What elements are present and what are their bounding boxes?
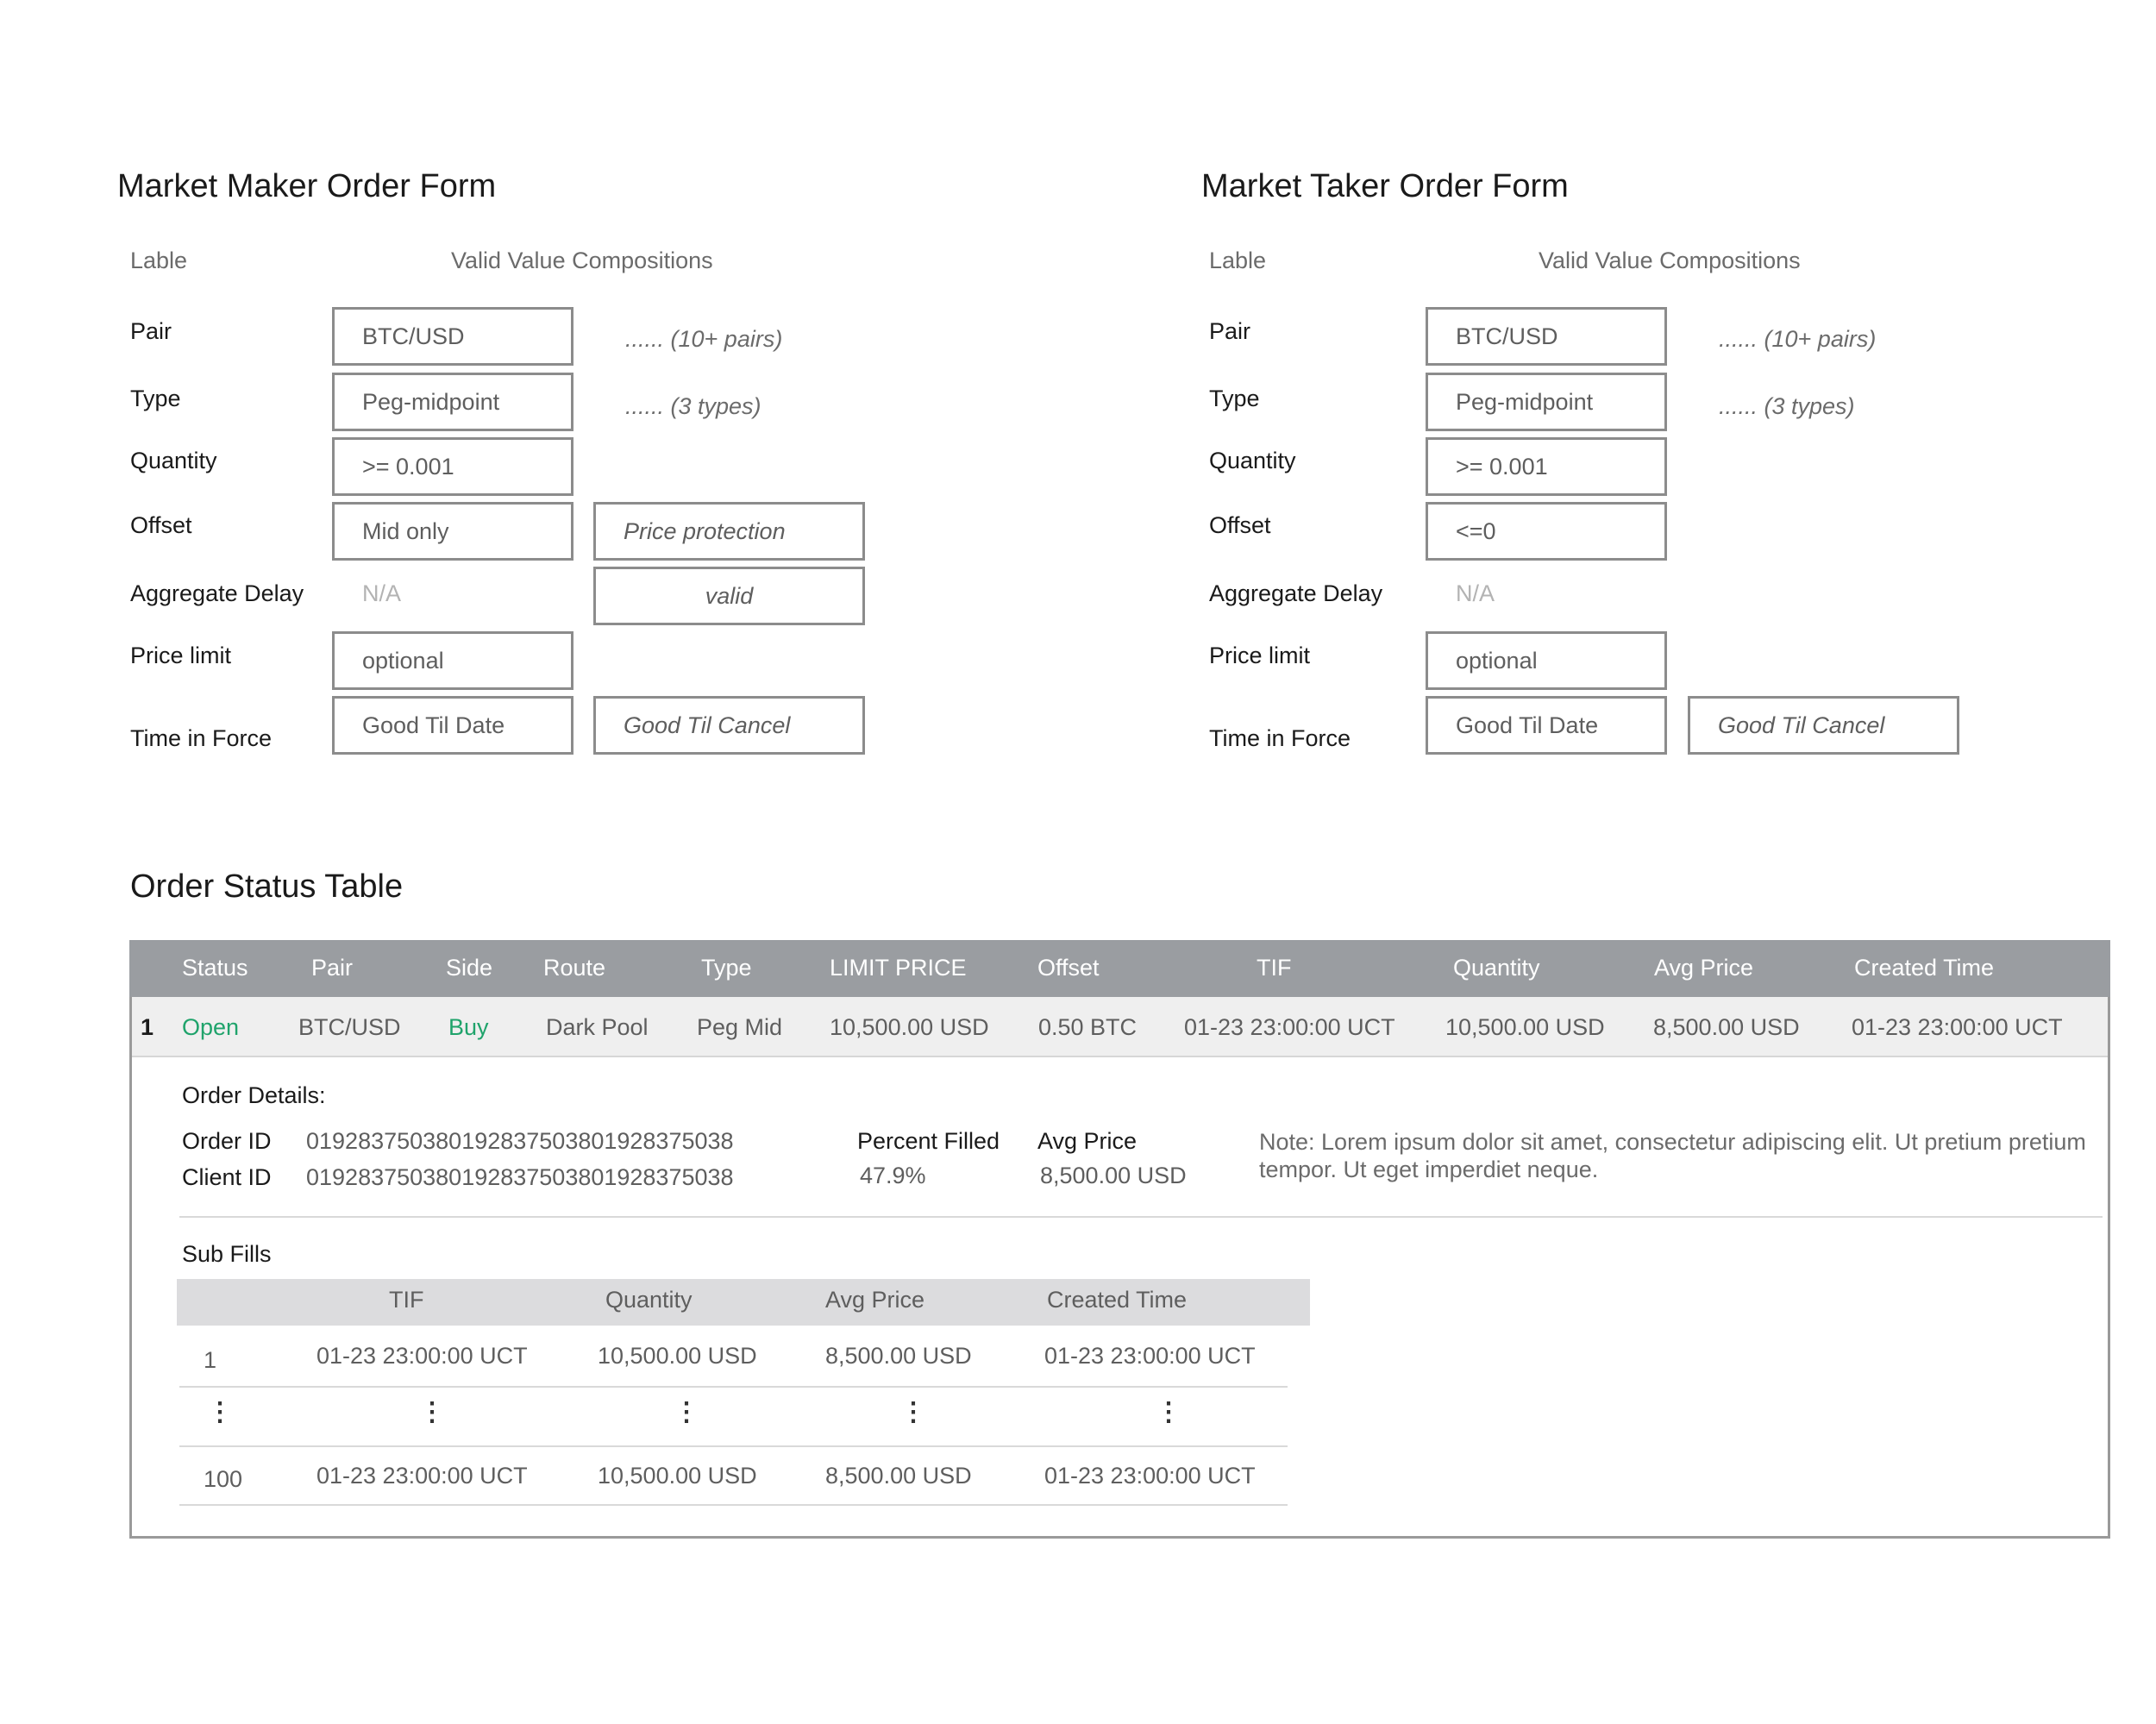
row-limit-price: 10,500.00 USD <box>830 1014 989 1040</box>
sub-row-created-time: 01-23 23:00:00 UCT <box>1044 1463 1256 1489</box>
maker-col-values: Valid Value Compositions <box>451 248 713 273</box>
sub-row-tif: 01-23 23:00:00 UCT <box>317 1343 528 1369</box>
taker-aggregate-delay-value: N/A <box>1456 580 1495 606</box>
ellipsis-icon: ⋮ <box>674 1398 699 1426</box>
ellipsis-icon: ⋮ <box>207 1398 233 1426</box>
sub-row-index: 1 <box>204 1347 217 1373</box>
sub-row-divider <box>179 1445 1288 1447</box>
maker-col-label: Lable <box>130 248 188 273</box>
maker-type-label: Type <box>130 386 181 411</box>
taker-tif-cancel-field[interactable]: Good Til Cancel <box>1688 696 1959 755</box>
row-route: Dark Pool <box>546 1014 649 1040</box>
sub-row-tif: 01-23 23:00:00 UCT <box>317 1463 528 1489</box>
header-route[interactable]: Route <box>543 955 606 981</box>
taker-form-title: Market Taker Order Form <box>1201 168 1569 204</box>
header-created-time[interactable]: Created Time <box>1854 955 1995 981</box>
details-avg-price-value: 8,500.00 USD <box>1040 1163 1187 1188</box>
sub-row-quantity: 10,500.00 USD <box>598 1343 757 1369</box>
sub-row-avg-price: 8,500.00 USD <box>825 1343 972 1369</box>
taker-quantity-field[interactable]: >= 0.001 <box>1426 437 1667 496</box>
ellipsis-icon: ⋮ <box>900 1398 926 1426</box>
maker-type-field[interactable]: Peg-midpoint <box>332 373 573 431</box>
taker-type-label: Type <box>1209 386 1260 411</box>
maker-valid-field[interactable]: valid <box>593 567 865 625</box>
taker-pair-label: Pair <box>1209 318 1251 344</box>
taker-quantity-label: Quantity <box>1209 448 1296 473</box>
maker-tif-cancel-field[interactable]: Good Til Cancel <box>593 696 865 755</box>
taker-col-values: Valid Value Compositions <box>1539 248 1801 273</box>
header-tif[interactable]: TIF <box>1257 955 1292 981</box>
order-id-value: 01928375038019283750380192837503​8 <box>306 1128 734 1154</box>
taker-offset-label: Offset <box>1209 512 1271 538</box>
taker-aggregate-delay-label: Aggregate Delay <box>1209 580 1383 606</box>
row-tif: 01-23 23:00:00 UCT <box>1184 1014 1395 1040</box>
sub-row-avg-price: 8,500.00 USD <box>825 1463 972 1489</box>
order-details-title: Order Details: <box>182 1082 326 1108</box>
taker-price-limit-label: Price limit <box>1209 643 1311 668</box>
maker-offset-label: Offset <box>130 512 192 538</box>
header-quantity[interactable]: Quantity <box>1453 955 1540 981</box>
sub-row-quantity: 10,500.00 USD <box>598 1463 757 1489</box>
ellipsis-icon: ⋮ <box>1156 1398 1181 1426</box>
maker-quantity-field[interactable]: >= 0.001 <box>332 437 573 496</box>
taker-offset-field[interactable]: <=0 <box>1426 502 1667 561</box>
taker-type-hint: ...... (3 types) <box>1719 393 1855 419</box>
header-avg-price[interactable]: Avg Price <box>1654 955 1754 981</box>
maker-form-title: Market Maker Order Form <box>117 168 497 204</box>
taker-price-limit-field[interactable]: optional <box>1426 631 1667 690</box>
details-divider <box>179 1216 2103 1218</box>
maker-pair-field[interactable]: BTC/USD <box>332 307 573 366</box>
sub-header-created-time[interactable]: Created Time <box>1047 1287 1188 1313</box>
maker-aggregate-delay-label: Aggregate Delay <box>130 580 304 606</box>
row-pair: BTC/USD <box>298 1014 401 1040</box>
sub-row-divider <box>179 1386 1288 1388</box>
sub-header-avg-price[interactable]: Avg Price <box>825 1287 925 1313</box>
row-offset: 0.50 BTC <box>1038 1014 1138 1040</box>
maker-tif-date-field[interactable]: Good Til Date <box>332 696 573 755</box>
maker-quantity-label: Quantity <box>130 448 217 473</box>
ellipsis-icon: ⋮ <box>419 1398 445 1426</box>
header-status[interactable]: Status <box>182 955 248 981</box>
header-offset[interactable]: Offset <box>1037 955 1100 981</box>
taker-type-field[interactable]: Peg-midpoint <box>1426 373 1667 431</box>
order-note: Note: Lorem ipsum dolor sit amet, consectetur adipiscing elit. Ut pretium pretium tempor. Ut eget imperdiet neque. <box>1259 1129 2086 1182</box>
percent-filled-label: Percent Filled <box>857 1128 1000 1154</box>
header-pair[interactable]: Pair <box>311 955 354 981</box>
maker-pair-hint: ...... (10+ pairs) <box>625 326 783 352</box>
row-index: 1 <box>141 1014 154 1040</box>
client-id-label: Client ID <box>182 1164 272 1190</box>
taker-col-label: Lable <box>1209 248 1267 273</box>
row-quantity: 10,500.00 USD <box>1445 1014 1605 1040</box>
maker-offset-field[interactable]: Mid only <box>332 502 573 561</box>
sub-fills-title: Sub Fills <box>182 1241 272 1267</box>
header-limit-price[interactable]: LIMIT PRICE <box>830 955 967 981</box>
sub-header-quantity[interactable]: Quantity <box>605 1287 693 1313</box>
maker-type-hint: ...... (3 types) <box>625 393 761 419</box>
order-status-table-title: Order Status Table <box>130 868 404 905</box>
maker-price-limit-field[interactable]: optional <box>332 631 573 690</box>
row-type: Peg Mid <box>697 1014 783 1040</box>
header-side[interactable]: Side <box>446 955 493 981</box>
sub-row-created-time: 01-23 23:00:00 UCT <box>1044 1343 1256 1369</box>
percent-filled-value: 47.9% <box>860 1163 926 1188</box>
sub-header-tif[interactable]: TIF <box>389 1287 424 1313</box>
taker-tif-label: Time in Force <box>1209 725 1351 751</box>
maker-price-protection-field[interactable]: Price protection <box>593 502 865 561</box>
row-avg-price: 8,500.00 USD <box>1653 1014 1800 1040</box>
taker-pair-hint: ...... (10+ pairs) <box>1719 326 1877 352</box>
details-avg-price-label: Avg Price <box>1037 1128 1138 1154</box>
sub-row-index: 100 <box>204 1466 243 1492</box>
order-status-table-header <box>129 940 2110 997</box>
row-created-time: 01-23 23:00:00 UCT <box>1852 1014 2063 1040</box>
order-id-label: Order ID <box>182 1128 272 1154</box>
row-side: Buy <box>448 1014 489 1040</box>
taker-tif-date-field[interactable]: Good Til Date <box>1426 696 1667 755</box>
maker-pair-label: Pair <box>130 318 172 344</box>
maker-aggregate-delay-value: N/A <box>362 580 402 606</box>
sub-row-divider <box>179 1504 1288 1506</box>
taker-pair-field[interactable]: BTC/USD <box>1426 307 1667 366</box>
client-id-value: 019283750380192837503801928375038 <box>306 1164 734 1190</box>
header-type[interactable]: Type <box>701 955 752 981</box>
status-badge: Open <box>182 1014 240 1040</box>
maker-tif-label: Time in Force <box>130 725 273 751</box>
maker-price-limit-label: Price limit <box>130 643 232 668</box>
